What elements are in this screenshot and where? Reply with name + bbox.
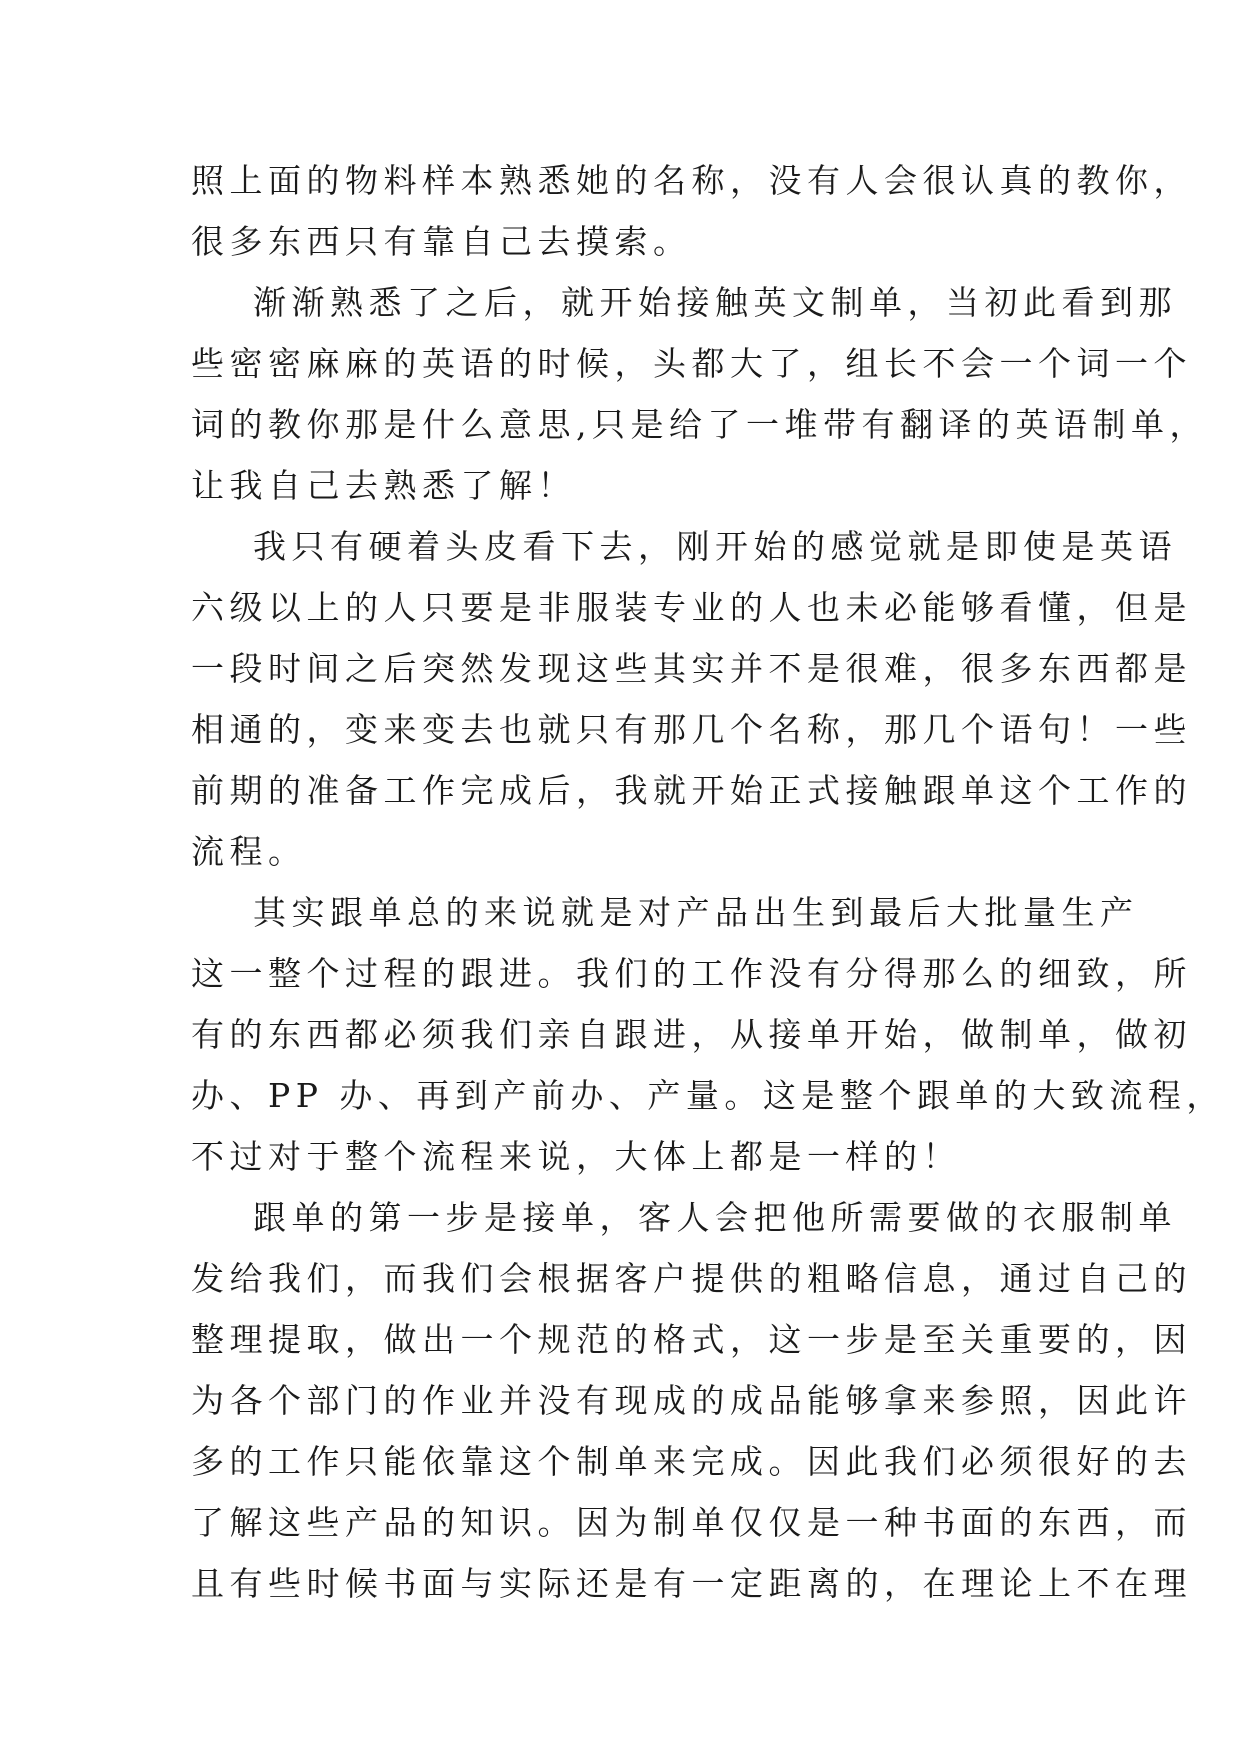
document-body xyxy=(191,150,1225,1614)
text-line: 且有些时候书面与实际还是有一定距离的，在理论上不在理 xyxy=(191,1564,1192,1603)
text-line: 这一整个过程的跟进。我们的工作没有分得那么的细致，所 xyxy=(191,954,1192,993)
text-line: 办、PP 办、再到产前办、产量。这是整个跟单的大致流程， xyxy=(191,1076,1225,1115)
text-line: 让我自己去熟悉了解！ xyxy=(191,466,576,505)
paragraph-2 xyxy=(191,272,1208,516)
text-line: 渐渐熟悉了之后，就开始接触英文制单，当初此看到那 xyxy=(253,283,1177,322)
text-line: 六级以上的人只要是非服装专业的人也未必能够看懂，但是 xyxy=(191,588,1192,627)
text-line: 一段时间之后突然发现这些其实并不是很难，很多东西都是 xyxy=(191,649,1192,688)
text-line: 很多东西只有靠自己去摸索。 xyxy=(191,222,692,261)
text-line: 其实跟单总的来说就是对产品出生到最后大批量生产 xyxy=(253,893,1139,932)
text-line: 不过对于整个流程来说，大体上都是一样的！ xyxy=(191,1137,961,1176)
paragraph-5 xyxy=(191,1187,1192,1614)
text-line: 为各个部门的作业并没有现成的成品能够拿来参照，因此许 xyxy=(191,1381,1192,1420)
text-line: 些密密麻麻的英语的时候，头都大了，组长不会一个词一个 xyxy=(191,344,1192,383)
text-line: 词的教你那是什么意思,只是给了一堆带有翻译的英语制单， xyxy=(191,405,1208,444)
text-line: 跟单的第一步是接单，客人会把他所需要做的衣服制单 xyxy=(253,1198,1177,1237)
text-line: 相通的，变来变去也就只有那几个名称，那几个语句！一些 xyxy=(191,710,1192,749)
text-line: 我只有硬着头皮看下去，刚开始的感觉就是即使是英语 xyxy=(253,527,1177,566)
paragraph-3 xyxy=(191,516,1192,882)
text-line: 照上面的物料样本熟悉她的名称，没有人会很认真的教你， xyxy=(191,161,1192,200)
paragraph-4 xyxy=(191,882,1225,1187)
paragraph-1 xyxy=(191,150,1192,272)
text-line: 流程。 xyxy=(191,832,307,871)
text-line: 整理提取，做出一个规范的格式，这一步是至关重要的，因 xyxy=(191,1320,1192,1359)
text-line: 发给我们，而我们会根据客户提供的粗略信息，通过自己的 xyxy=(191,1259,1192,1298)
text-line: 前期的准备工作完成后，我就开始正式接触跟单这个工作的 xyxy=(191,771,1192,810)
text-line: 有的东西都必须我们亲自跟进，从接单开始，做制单，做初 xyxy=(191,1015,1192,1054)
text-line: 多的工作只能依靠这个制单来完成。因此我们必须很好的去 xyxy=(191,1442,1192,1481)
text-line: 了解这些产品的知识。因为制单仅仅是一种书面的东西，而 xyxy=(191,1503,1192,1542)
